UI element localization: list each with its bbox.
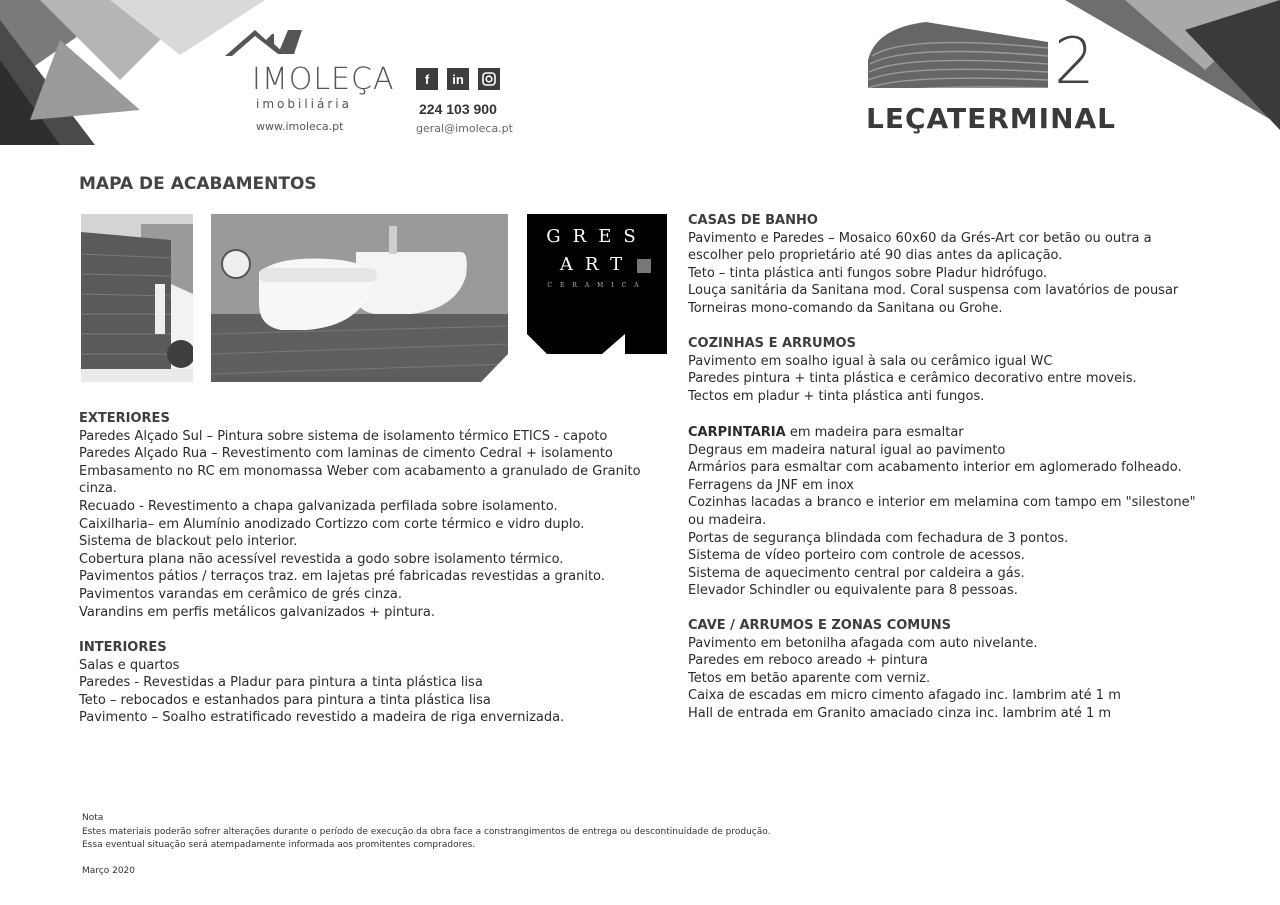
section-interiores [79,639,669,727]
bathroom-sanitary-image [211,214,508,382]
gres-art-line2: ART [559,254,635,275]
section-heading: CASAS DE BANHO [688,213,818,228]
section-exteriores [79,410,669,621]
email-link[interactable]: geral@imoleca.pt [416,122,513,135]
logo-subtitle: imobiliária [256,97,352,111]
text-line: Armários para esmaltar com acabamento interior em aglomerado folheado. [688,460,1182,476]
text-line: Pavimento e Paredes – Mosaico 60x60 da Grés-Art cor betão ou outra a [688,230,1152,246]
text-line: Salas e quartos [79,657,180,673]
text-line: Recuado - Revestimento a chapa galvanizada perfilada sobre isolamento. [79,498,558,514]
gres-art-line3: CERAMICA [547,282,647,289]
linkedin-icon[interactable]: in [447,68,469,90]
text-line: Torneiras mono-comando da Sanitana ou Grohe. [688,300,1003,316]
text-line: Pavimentos pátios / terraços traz. em lajetas pré fabricadas revestidas a granito. [79,569,605,585]
section-heading: COZINHAS E ARRUMOS [688,336,856,351]
text-line: Embasamento no RC em monomassa Weber com acabamento a granulado de Granito [79,463,641,479]
section-heading: CARPINTARIA [688,425,786,440]
text-line: Pavimentos varandas em cerâmico de grés cinza. [79,586,402,602]
social-links [416,68,500,90]
text-line: Degraus em madeira natural igual ao pavimento [688,442,1006,458]
text-line: ou madeira. [688,512,767,528]
phone-number[interactable]: 224 103 900 [419,101,497,117]
note-line: Estes materiais poderão sofrer alterações durante o período de execução da obra face a constrangimentos de entrega ou descontinuidade de produção. [82,826,771,837]
imoleca-logo-icon [222,24,304,64]
section-heading: INTERIORES [79,640,167,655]
text-line: Paredes Alçado Sul – Pintura sobre sistema de isolamento térmico ETICS - capoto [79,428,608,444]
carpintaria-first-line [688,424,1228,442]
text-line: Portas de segurança blindada com fechadura de 3 pontos. [688,530,1069,546]
section-carpintaria [688,424,1228,600]
section-heading: EXTERIORES [79,411,170,426]
text-line: Pavimento em soalho igual à sala ou cerâmico igual WC [688,353,1053,369]
gres-art-square-icon [637,259,651,273]
text-line: cinza. [79,481,117,497]
instagram-icon[interactable] [478,68,500,90]
text-line: Tetos em betão aparente com verniz. [688,670,931,686]
text-line: Caixa de escadas em micro cimento afagado inc. lambrim até 1 m [688,688,1121,704]
text-line: Hall de entrada em Granito amaciado cinza inc. lambrim até 1 m [688,705,1112,721]
facebook-icon[interactable]: f [416,68,438,90]
text-line: Paredes pintura + tinta plástica e cerâmico decorativo entre moveis. [688,371,1137,387]
text-line: Ferragens da JNF em inox [688,477,854,493]
brand-name: LEÇATERMINAL [866,102,1117,135]
text-line: Pavimento em betonilha afagada com auto nivelante. [688,635,1038,651]
decorative-triangles-left [0,0,265,145]
footer-note [82,812,770,853]
text-line: Varandins em perfis metálicos galvanizados + pintura. [79,604,435,620]
text-line: Cozinhas lacadas a branco e interior em melamina com tampo em "silestone" [688,495,1196,511]
text-line: Paredes em reboco areado + pintura [688,653,928,669]
text-line: Sistema de vídeo porteiro com controle de acessos. [688,548,1025,564]
text-line: Caixilharia– em Alumínio anodizado Cortizzo com corte térmico e vidro duplo. [79,516,585,532]
leca-terminal-logo-icon [866,20,1051,102]
brand-number: 2 [1054,25,1095,99]
text-line: Pavimento – Soalho estratificado revestido a madeira de riga envernizada. [79,710,565,726]
building-exterior-image [81,214,193,382]
note-line: Essa eventual situação será atempadamente informada aos promitentes compradores. [82,840,476,851]
text-line: Teto – rebocados e estanhados para pintura a tinta plástica lisa [79,692,491,708]
text-line: Louça sanitária da Sanitana mod. Coral suspensa com lavatórios de pousar [688,283,1179,299]
text-line: Teto – tinta plástica anti fungos sobre Pladur hidrófugo. [688,265,1048,281]
text-line: Tectos em pladur + tinta plástica anti fungos. [688,388,985,404]
section-casas-de-banho [688,212,1228,318]
text-line: Sistema de blackout pelo interior. [79,534,298,550]
gres-art-line1: GRES [546,226,648,247]
text-line: escolher pelo proprietário até 90 dias antes da aplicação. [688,248,1063,264]
gres-art-logo-image [527,214,667,354]
page-title: MAPA DE ACABAMENTOS [79,174,317,194]
text-line: Sistema de aquecimento central por caldeira a gás. [688,565,1025,581]
text-line: Elevador Schindler ou equivalente para 8 pessoas. [688,583,1018,599]
text-line: Paredes Alçado Rua – Revestimento com laminas de cimento Cedral + isolamento [79,446,613,462]
section-cave-arrumos-zonas-comuns [688,617,1228,723]
text-line: em madeira para esmaltar [785,425,964,440]
section-cozinhas-e-arrumos [688,335,1228,405]
website-link[interactable]: www.imoleca.pt [256,120,344,133]
logo-name: IMOLEÇA [252,62,395,97]
section-heading: CAVE / ARRUMOS E ZONAS COMUNS [688,618,952,633]
document-date: Março 2020 [82,866,136,876]
note-label: Nota [82,813,104,823]
text-line: Paredes - Revestidas a Pladur para pintura a tinta plástica lisa [79,675,483,691]
text-line: Cobertura plana não acessível revestida a godo sobre isolamento térmico. [79,551,564,567]
